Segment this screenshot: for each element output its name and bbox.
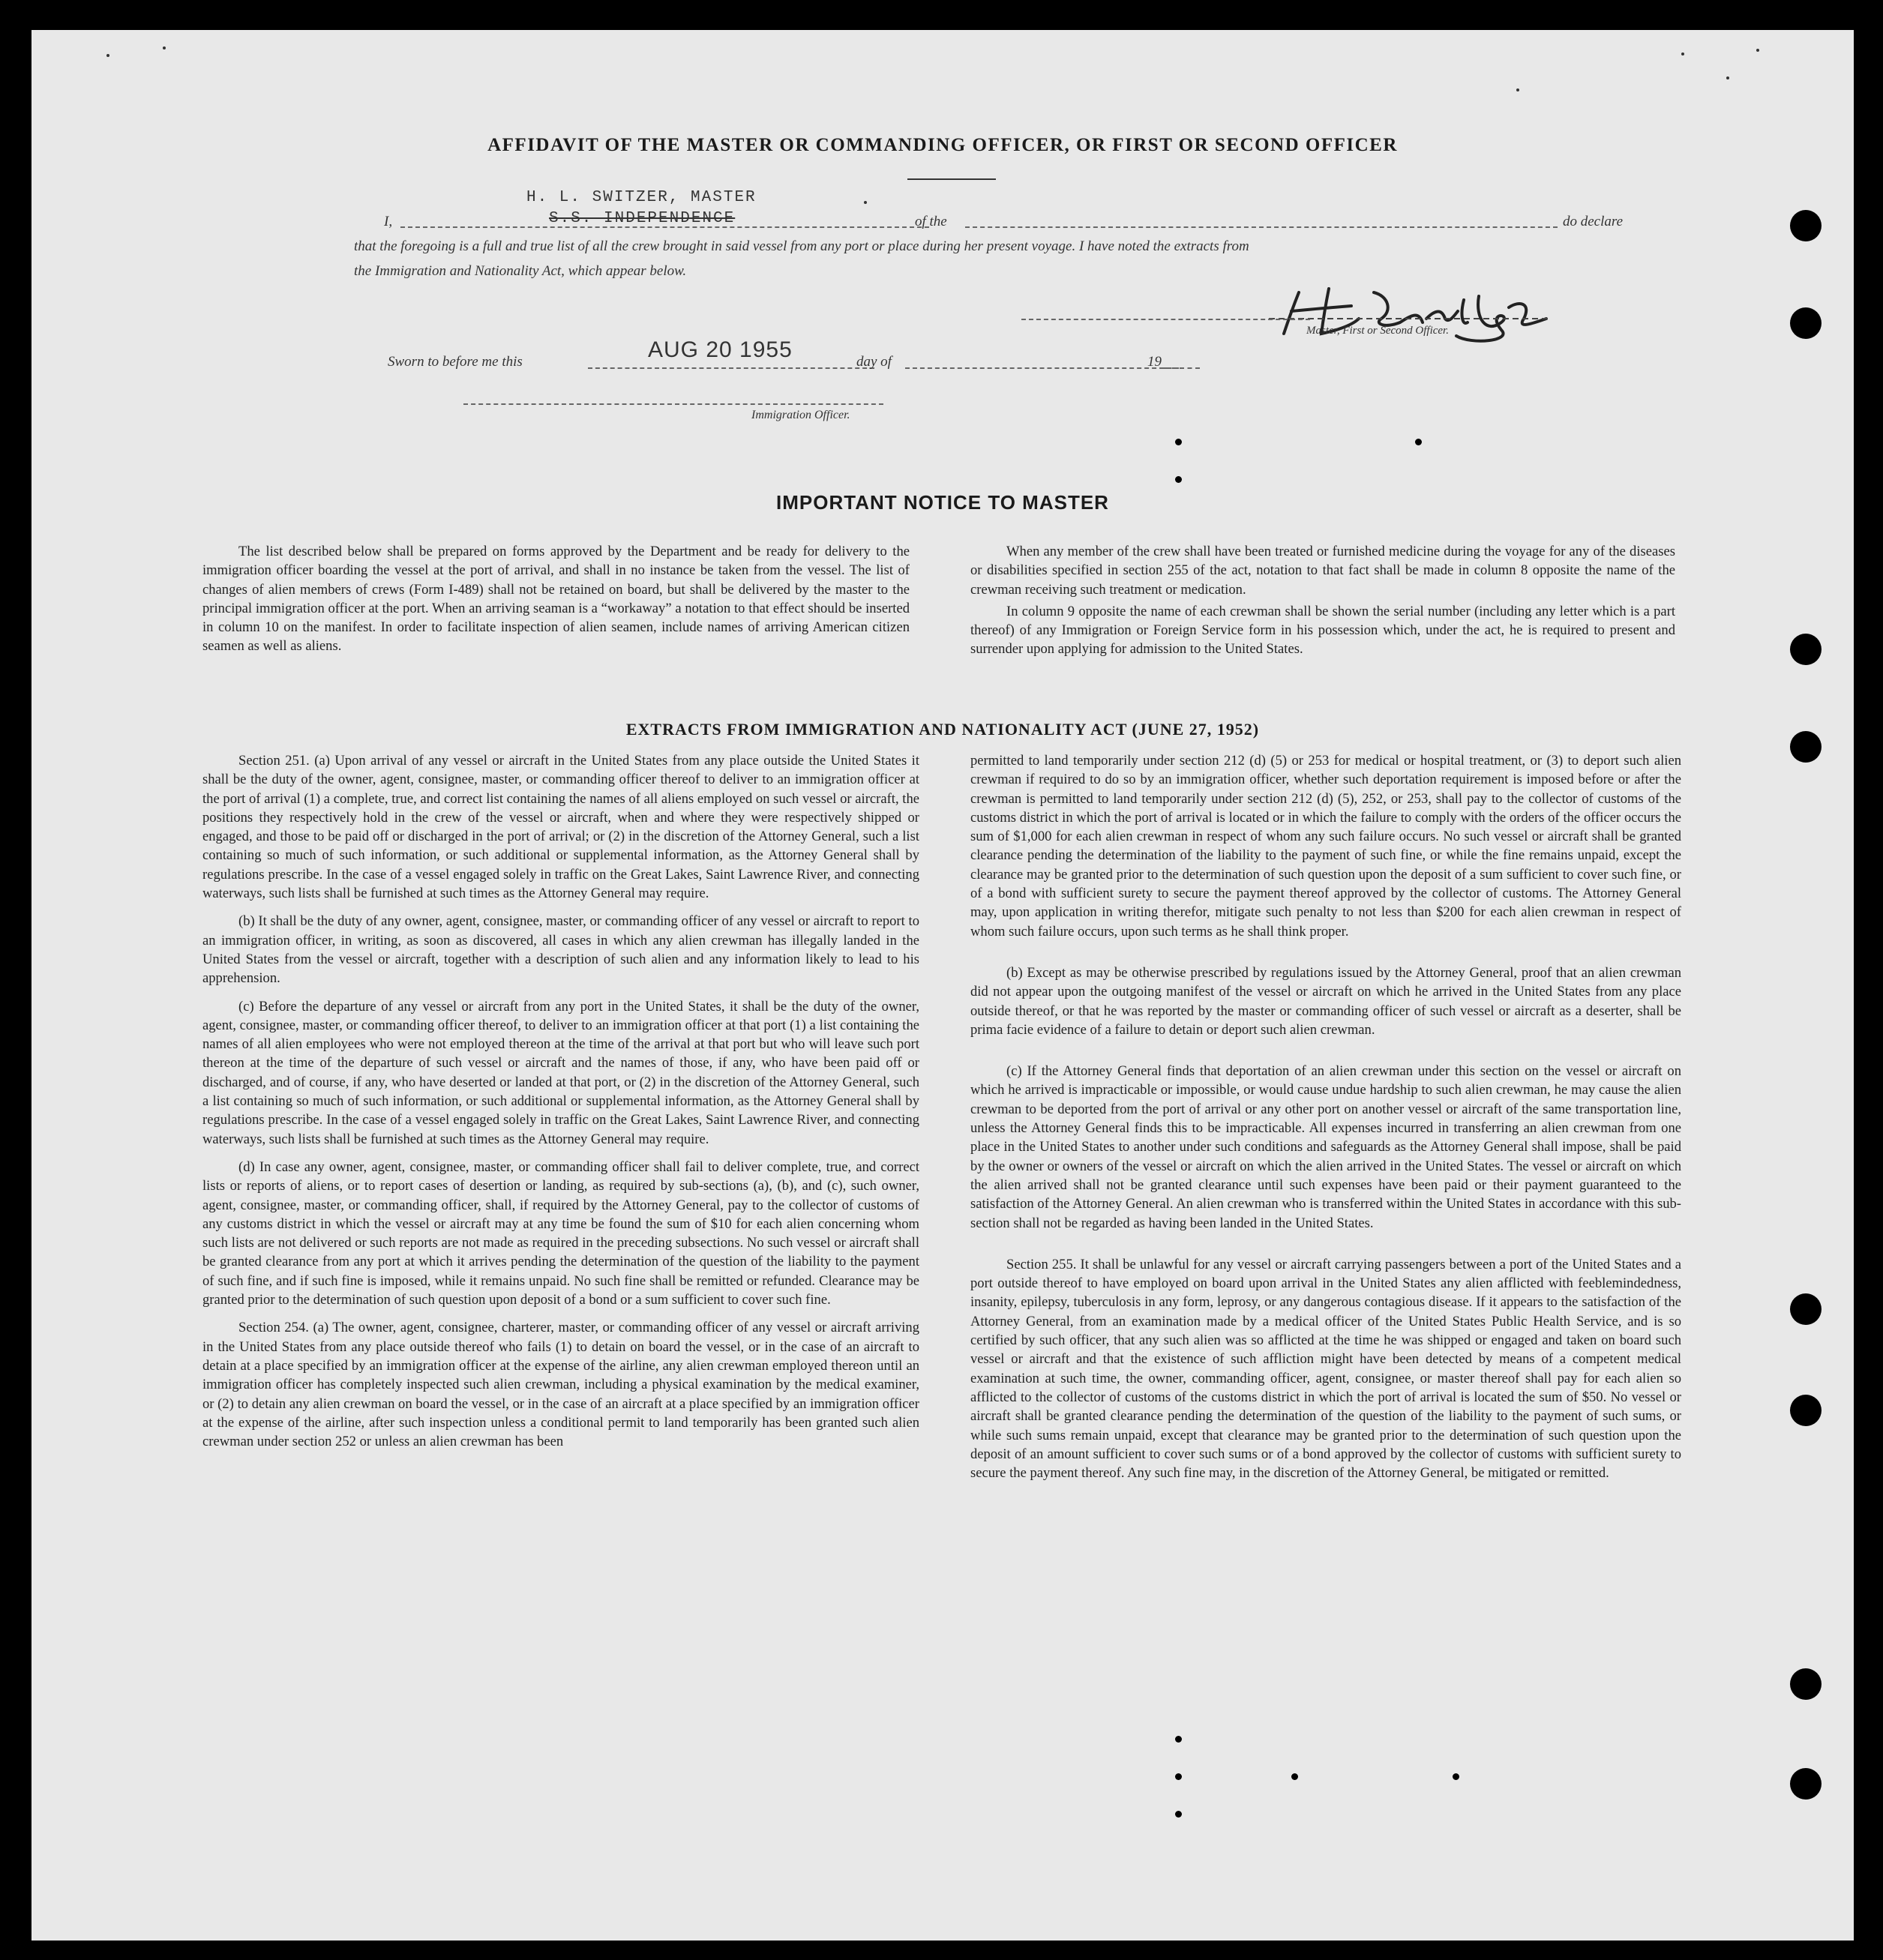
- punch-hole: [1790, 1293, 1822, 1325]
- ink-dot: [1175, 439, 1182, 445]
- year-line: [1164, 367, 1200, 369]
- typed-vessel-name: S.S. INDEPENDENCE: [549, 210, 736, 227]
- ink-speck: [106, 54, 109, 57]
- extract-paragraph: (b) It shall be the duty of any owner, agent, consignee, master, or commanding officer of any vessel or aircraft to report to an immigration officer, in writing, as soon as discovered, all cases in which any alien crewman has illegally landed in the United States from the vessel or aircraft, together with a description of such alien and any information likely to lead to his apprehension.: [202, 913, 919, 987]
- ink-speck: [1681, 52, 1684, 55]
- notice-paragraph: The list described below shall be prepared on forms approved by the Department and be ready for delivery to the immigration officer boarding the vessel at the port of arrival, and shall in no instance be taken from the vessel. The list of changes of alien members of crews (Form I-489) shall not be retained on board, but shall be delivered by the master to the principal immigration officer at the port. When an arriving seaman is a “workaway” a notation to that effect should be inserted in column 10 on the manifest. In order to facilitate inspection of alien seamen, include names of arriving American citizen seamen as well as aliens.: [202, 544, 910, 655]
- ink-speck: [864, 201, 867, 204]
- vessel-line: [965, 226, 1558, 228]
- affidavit-statement-cont: the Immigration and Nationality Act, which appear below.: [354, 263, 687, 279]
- affidavit-prefix: I,: [384, 214, 393, 229]
- signature-line: [1021, 319, 1310, 320]
- year-prefix: 19: [1147, 354, 1162, 370]
- extract-paragraph: (c) Before the departure of any vessel or aircraft from any port in the United States, it shall be the duty of the owner, agent, consignee, master, or commanding officer thereof, to deliver to an immigration officer at that port (1) a list containing the names of all alien employees who were not employed thereon at the time of the arrival at that port but who will leave such port thereon at the time of the departure of such vessel or aircraft and the names of those, if any, who have been paid off or discharged, and of course, if any, who have deserted or landed at that port, or (2) in the discretion of the Attorney General, such a list containing so much of such information, or such additional or supplemental information, as the Attorney General shall by regulations prescribe. In the case of a vessel engaged solely in traffic on the Great Lakes, Saint Lawrence River, and connecting waterways, such lists shall be furnished at such times as the Attorney General may require.: [202, 998, 919, 1147]
- notice-right-column: [970, 542, 1675, 668]
- ink-dot: [1415, 439, 1422, 445]
- date-stamp: AUG 20 1955: [648, 337, 793, 362]
- signature-caption: Master, First or Second Officer.: [1306, 325, 1449, 337]
- extract-paragraph: Section 254. (a) The owner, agent, consignee, charterer, master, or commanding officer of any vessel or aircraft arriving in the United States from any place outside thereof who fails (1) to detain on board the vessel, or in the case of an aircraft to detain at a place specified by an immigration officer at the expense of the airline, any alien crewman employed thereon until an immigration officer has completely inspected such alien crewman, including a physical examination by the medical examiner, or (2) to detain any alien crewman on board the vessel, or in the case of an aircraft at a place specified by an immigration officer at the expense of the airline, after such inspection unless a conditional permit to land temporarily has been granted such alien crewman under section 252 or unless an alien crewman has been: [202, 1320, 919, 1450]
- affidavit-title: AFFIDAVIT OF THE MASTER OR COMMANDING OFFICER, OR FIRST OR SECOND OFFICER: [487, 135, 1398, 155]
- ink-speck: [1756, 49, 1759, 52]
- sworn-label: Sworn to before me this: [388, 354, 523, 370]
- title-divider: [907, 178, 996, 180]
- punch-hole: [1790, 210, 1822, 241]
- punch-hole: [1790, 1395, 1822, 1426]
- name-line: [400, 226, 929, 228]
- ink-dot: [1175, 1736, 1182, 1743]
- affidavit-of-the: of the: [915, 214, 947, 229]
- ink-speck: [163, 46, 166, 49]
- notice-left-column: [202, 542, 910, 665]
- notice-paragraph: In column 9 opposite the name of each crewman shall be shown the serial number (including any letter which is a part thereof) of any Immigration or Foreign Service form in his possession which, under the act, he is required to present and surrender upon applying for admission to the United States.: [970, 603, 1675, 658]
- ink-speck: [1726, 76, 1729, 79]
- ink-dot: [1453, 1773, 1459, 1780]
- handwritten-signature: [1261, 277, 1554, 349]
- typed-master-name: H. L. SWITZER, MASTER: [526, 189, 757, 206]
- punch-hole: [1790, 634, 1822, 665]
- extract-paragraph: Section 251. (a) Upon arrival of any vessel or aircraft in the United States from any place outside the United States it shall be the duty of the owner, agent, consignee, master, or commanding officer thereof to deliver to an immigration officer at the port of arrival (1) a complete, true, and correct list containing the names of all aliens employed on such vessel or aircraft, the positions they respectively hold in the crew of the vessel or aircraft, when and where they were respectively shipped or engaged, and those to be paid off or discharged in the port of arrival; or (2) in the discretion of the Attorney General, such a list containing so much of such information, or such additional or supplemental information, as the Attorney General shall by regulations prescribe. In the case of a vessel engaged solely in traffic on the Great Lakes, Saint Lawrence River, and connecting waterways, such lists shall be furnished at such times as the Attorney General may require.: [202, 753, 919, 902]
- punch-hole: [1790, 1668, 1822, 1700]
- extracts-title: EXTRACTS FROM IMMIGRATION AND NATIONALITY ACT (JUNE 27, 1952): [625, 720, 1260, 739]
- month-line: [905, 367, 1179, 369]
- extract-paragraph: Section 255. It shall be unlawful for any vessel or aircraft carrying passengers between a port of the United States and a port outside thereof to have employed on board upon arrival in the United States any alien afflicted with feeblemindedness, insanity, epilepsy, tuberculosis in any form, leprosy, or any dangerous contagious disease. If it appears to the satisfaction of the Attorney General, from an examination made by a medical officer of the United States Public Health Service, and is so certified by such officer, that any such alien was so afflicted at the time he was shipped or engaged and taken on board such vessel or aircraft and that the existence of such affliction might have been detected by means of a competent medical examination at such time, the owner, commanding officer, agent, consignee, or master thereof shall pay for each alien so afflicted to the collector of customs of the customs district in which the port of arrival is located the sum of $50. No vessel or aircraft shall be granted clearance pending the determination of the question of the liability to the payment of such sums, or while such sums remain unpaid, except that clearance may be granted prior to the determination of such question upon the deposit of an amount sufficient to cover such sums or of a bond approved by the collector of customs with sufficient surety to secure the payment thereof. Any such fine may, in the discretion of the Attorney General, be mitigated or remitted.: [970, 1256, 1681, 1482]
- document-page: [31, 30, 1854, 1941]
- ink-dot: [1175, 1773, 1182, 1780]
- extract-paragraph: (b) Except as may be otherwise prescribed by regulations issued by the Attorney General, proof that an alien crewman did not appear upon the outgoing manifest of the vessel or aircraft on which he arrived in the United States from any place outside thereof, or that he was reported by the master or commanding officer of such vessel or aircraft as a deserter, shall be prima facie evidence of a failure to detain or deport such alien crewman.: [970, 964, 1681, 1038]
- ink-dot: [1291, 1773, 1298, 1780]
- ink-speck: [1516, 88, 1519, 91]
- extract-paragraph: permitted to land temporarily under section 212 (d) (5) or 253 for medical or hospital treatment, or (3) to deport such alien crewman if required to do so by an immigration officer, whether such deportation requirement is imposed before or after the crewman is permitted to land temporarily under section 212 (d) (5), 252, or 253, shall pay to the collector of customs of the customs district in which the port of arrival is located or in which the failure to comply with the orders of the officer occurs the sum of $1,000 for each alien crewman in respect of whom any such failure occurs. No such vessel or aircraft shall be granted clearance pending the determination of the liability to the payment of such fine, or while the fine remains unpaid, except the clearance may be granted prior to the determination of such question upon the deposit of a sum sufficient to cover such fine, or of a bond with sufficient surety to secure the payment thereof approved by the collector of customs. The Attorney General may, upon application in writing therefor, mitigate such penalty to not less than $200 for each alien crewman in respect of whom such failure occurs, upon such terms as he shall think proper.: [970, 753, 1681, 940]
- affidavit-statement: that the foregoing is a full and true list of all the crew brought in said vessel from any port or place during her present voyage. I have noted the extracts from: [354, 238, 1249, 254]
- ink-dot: [1175, 476, 1182, 483]
- punch-hole: [1790, 307, 1822, 339]
- notice-title: IMPORTANT NOTICE TO MASTER: [776, 491, 1109, 514]
- extracts-right-column: [970, 751, 1681, 1491]
- day-of-label: day of: [856, 354, 892, 370]
- extract-paragraph: (c) If the Attorney General finds that deportation of an alien crewman under this section on the vessel or aircraft on which he arrived is impracticable or impossible, or would cause undue hardship to such alien crewman, he may cause the alien crewman to be deported from the port of arrival or any other port on another vessel or aircraft of the same transportation line, unless the Attorney General finds this to be impracticable. All expenses incurred in transferring an alien crewman from one place in the United States to another under such conditions and safeguards as the Attorney General shall impose, shall be paid by the owner or owners of the vessel or aircraft on which the alien arrived in the United States. The vessel or aircraft on which the alien arrived shall not be granted clearance until such expenses have been paid or their payment guaranteed to the satisfaction of the Attorney General. An alien crewman who is transferred within the United States in accordance with this sub-section shall not be regarded as having been landed in the United States.: [970, 1063, 1681, 1231]
- sworn-date-line: [588, 367, 874, 369]
- punch-hole: [1790, 1768, 1822, 1800]
- extract-paragraph: (d) In case any owner, agent, consignee, master, or commanding officer shall fail to deliver complete, true, and correct lists or reports of aliens, or to report cases of desertion or landing, as required by sub-sections (a), (b), and (c), such owner, agent, consignee, master, or commanding officer, shall, if required by the Attorney General, pay to the collector of customs of any customs district in which the vessel or aircraft may at any time be found the sum of $10 for each alien concerning whom such lists are not delivered or such reports are not made as required in the preceding subsections. No such vessel or aircraft shall be granted clearance from any port at which it arrives pending the determination of the question of the liability to the payment of such fine, and if such fine is imposed, while it remains unpaid. No such fine shall be remitted or refunded. Clearance may be granted prior to the determination of such question upon deposit of a bond or a sum sufficient to cover such fine.: [202, 1158, 919, 1308]
- extracts-left-column: [202, 751, 919, 1460]
- affidavit-do-declare: do declare: [1563, 214, 1624, 229]
- ink-dot: [1175, 1811, 1182, 1818]
- notice-paragraph: When any member of the crew shall have been treated or furnished medicine during the voyage for any of the diseases or disabilities specified in section 255 of the act, notation to that fact shall be made in column 8 opposite the name of the crewman receiving such treatment or medication.: [970, 544, 1675, 598]
- immigration-officer-caption: Immigration Officer.: [751, 409, 850, 421]
- officer-line: [463, 403, 883, 405]
